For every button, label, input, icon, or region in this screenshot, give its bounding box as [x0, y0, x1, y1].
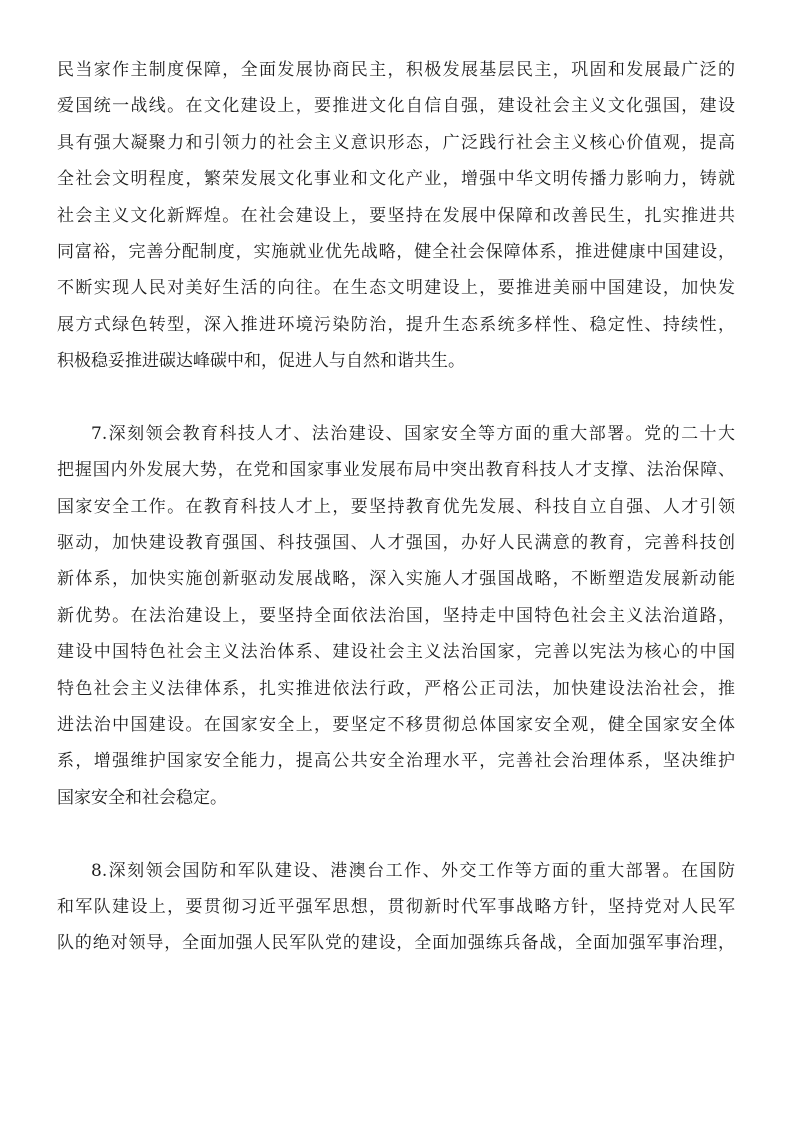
- paragraph-8-defense-hk-macao-taiwan-diplomacy: [57, 853, 735, 962]
- text-line: 展方式绿色转型，深入推进环境污染防治，提升生态系统多样性、稳定性、持续性，: [57, 314, 735, 335]
- text-line: 积极稳妥推进碳达峰碳中和，促进人与自然和谐共生。: [57, 351, 465, 372]
- text-line: 爱国统一战线。在文化建设上，要推进文化自信自强，建设社会主义文化强国，建设: [57, 96, 735, 117]
- text-line: 新优势。在法治建设上，要坚持全面依法治国，坚持走中国特色社会主义法治道路，: [57, 605, 735, 626]
- text-line: 和军队建设上，要贯彻习近平强军思想，贯彻新时代军事战略方针，坚持党对人民军: [57, 896, 735, 917]
- text-line: 民当家作主制度保障，全面发展协商民主，积极发展基层民主，巩固和发展最广泛的: [57, 60, 735, 80]
- paragraph-continuation-political-cultural-social-ecological: [57, 52, 735, 380]
- text-line: 不断实现人民对美好生活的向往。在生态文明建设上，要推进美丽中国建设，加快发: [57, 278, 735, 299]
- text-line: 同富裕，完善分配制度，实施就业优先战略，健全社会保障体系，推进健康中国建设，: [57, 241, 735, 262]
- text-line: 社会主义文化新辉煌。在社会建设上，要坚持在发展中保障和改善民生，扎实推进共: [57, 205, 735, 226]
- numbered-heading-line: 7.深刻领会教育科技人才、法治建设、国家安全等方面的重大部署。党的二十大: [91, 423, 735, 444]
- text-line: 国家安全和社会稳定。: [57, 787, 227, 808]
- text-line: 队的绝对领导，全面加强人民军队党的建设，全面加强练兵备战，全面加强军事治理，: [57, 933, 735, 954]
- text-line: 进法治中国建设。在国家安全上，要坚定不移贯彻总体国家安全观，健全国家安全体: [57, 715, 735, 736]
- text-line: 把握国内外发展大势，在党和国家事业发展布局中突出教育科技人才支撑、法治保障、: [57, 460, 735, 481]
- text-line: 建设中国特色社会主义法治体系、建设社会主义法治国家，完善以宪法为核心的中国: [57, 642, 735, 663]
- paragraph-7-education-law-security: [57, 416, 735, 816]
- text-line: 新体系，加快实施创新驱动发展战略，深入实施人才强国战略，不断塑造发展新动能: [57, 569, 735, 590]
- text-line: 特色社会主义法律体系，扎实推进依法行政，严格公正司法，加快建设法治社会，推: [57, 678, 735, 699]
- text-line: 驱动，加快建设教育强国、科技强国、人才强国，办好人民满意的教育，完善科技创: [57, 533, 735, 554]
- numbered-heading-line: 8.深刻领会国防和军队建设、港澳台工作、外交工作等方面的重大部署。在国防: [91, 860, 735, 881]
- text-line: 具有强大凝聚力和引领力的社会主义意识形态，广泛践行社会主义核心价值观，提高: [57, 132, 735, 153]
- text-line: 系，增强维护国家安全能力，提高公共安全治理水平，完善社会治理体系，坚决维护: [57, 751, 735, 772]
- text-line: 国家安全工作。在教育科技人才上，要坚持教育优先发展、科技自立自强、人才引领: [57, 496, 735, 517]
- document-body: [57, 52, 735, 998]
- text-line: 全社会文明程度，繁荣发展文化事业和文化产业，增强中华文明传播力影响力，铸就: [57, 169, 735, 190]
